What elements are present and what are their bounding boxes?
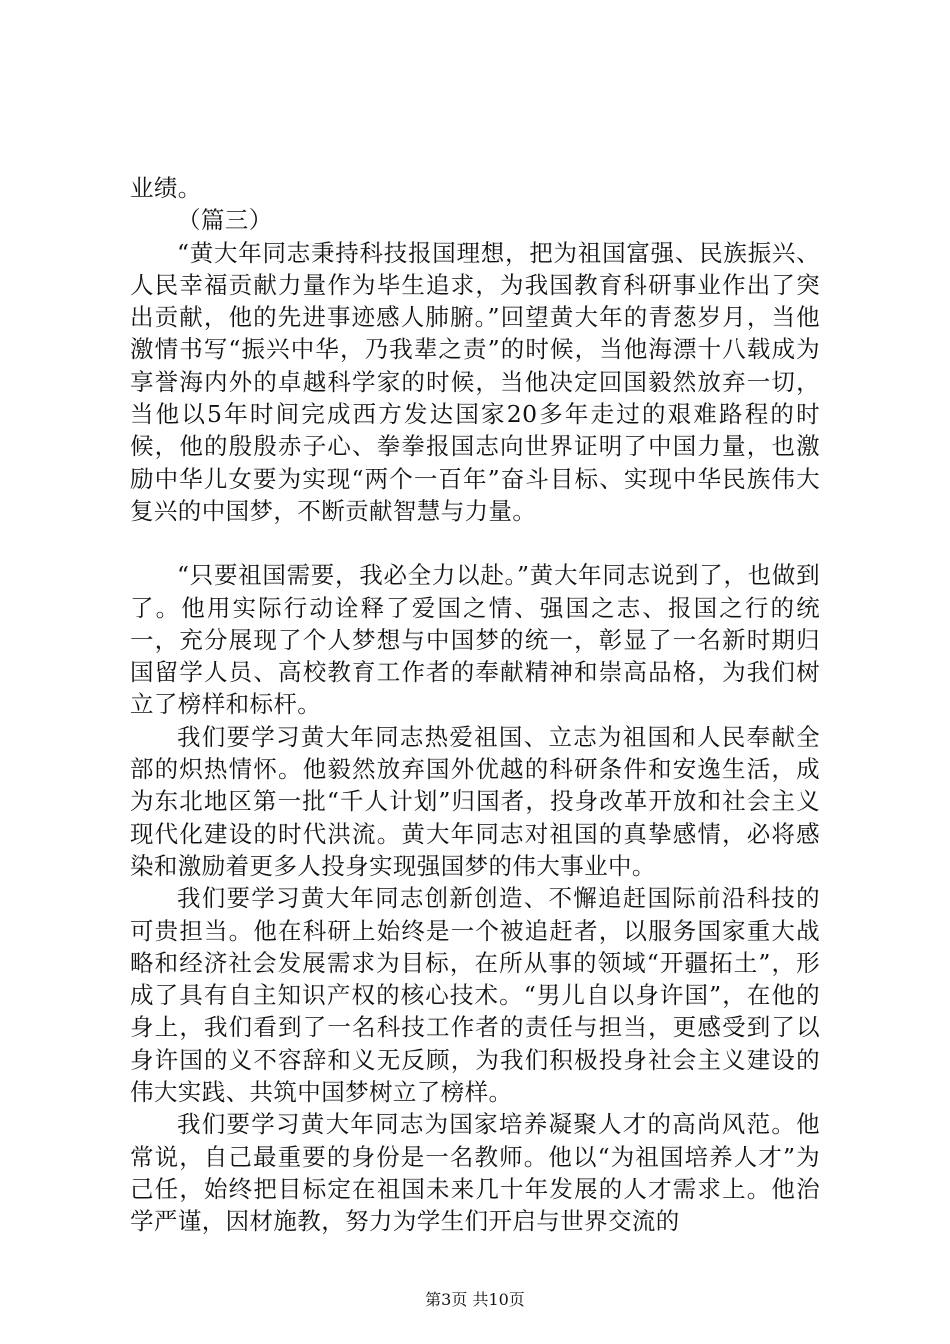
- page-number-label: 第3页 共10页: [425, 1290, 525, 1309]
- paragraph: 我们要学习黄大年同志热爱祖国、立志为祖国和人民奉献全部的炽热情怀。他毅然放弃国外优越的科研条件和安逸生活，成为东北地区第一批“千人计划”归国者，投身改革开放和社会主义现代化建设的时代洪流。黄大年同志对祖国的真挚感情，必将感染和激励着更多人投身实现强国梦的伟大事业中。: [130, 722, 820, 880]
- section-heading: （篇三）: [177, 206, 273, 235]
- paragraph: “黄大年同志秉持科技报国理想，把为祖国富强、民族振兴、人民幸福贡献力量作为毕生追求，为我国教育科研事业作出了突出贡献，他的先进事迹感人肺腑。”回望黄大年的青葱岁月，当他激情书写“振兴中华，乃我辈之责”的时候，当他海漂十八载成为享誉海内外的卓越科学家的时候，当他决定回国毅然放弃一切，当他以5年时间完成西方发达国家20多年走过的艰难路程的时候，他的殷殷赤子心、拳拳报国志向世界证明了中国力量，也激励中华儿女要为实现“两个一百年”奋斗目标、实现中华民族伟大复兴的中国梦，不断贡献智慧与力量。: [130, 238, 820, 525]
- paragraph: 我们要学习黄大年同志为国家培养凝聚人才的高尚风范。他常说，自己最重要的身份是一名教师。他以“为祖国培养人才”为己任，始终把目标定在祖国未来几十年发展的人才需求上。他治学严谨，因材施教，努力为学生们开启与世界交流的: [130, 1110, 820, 1236]
- page-footer: [0, 1290, 950, 1310]
- paragraph-continuation: 业绩。: [130, 174, 202, 202]
- paragraph: “只要祖国需要，我必全力以赴。”黄大年同志说到了，也做到了。他用实际行动诠释了爱国之情、强国之志、报国之行的统一，充分展现了个人梦想与中国梦的统一，彰显了一名新时期归国留学人员、高校教育工作者的奉献精神和崇高品格，为我们树立了榜样和标杆。: [130, 561, 820, 719]
- paragraph: 我们要学习黄大年同志创新创造、不懈追赶国际前沿科技的可贵担当。他在科研上始终是一个被追赶者，以服务国家重大战略和经济社会发展需求为目标，在所从事的领域“开疆拓土”，形成了具有自主知识产权的核心技术。“男儿自以身许国”，在他的身上，我们看到了一名科技工作者的责任与担当，更感受到了以身许国的义不容辞和义无反顾，为我们积极投身社会主义建设的伟大实践、共筑中国梦树立了榜样。: [130, 884, 820, 1107]
- document-body: [130, 172, 820, 1238]
